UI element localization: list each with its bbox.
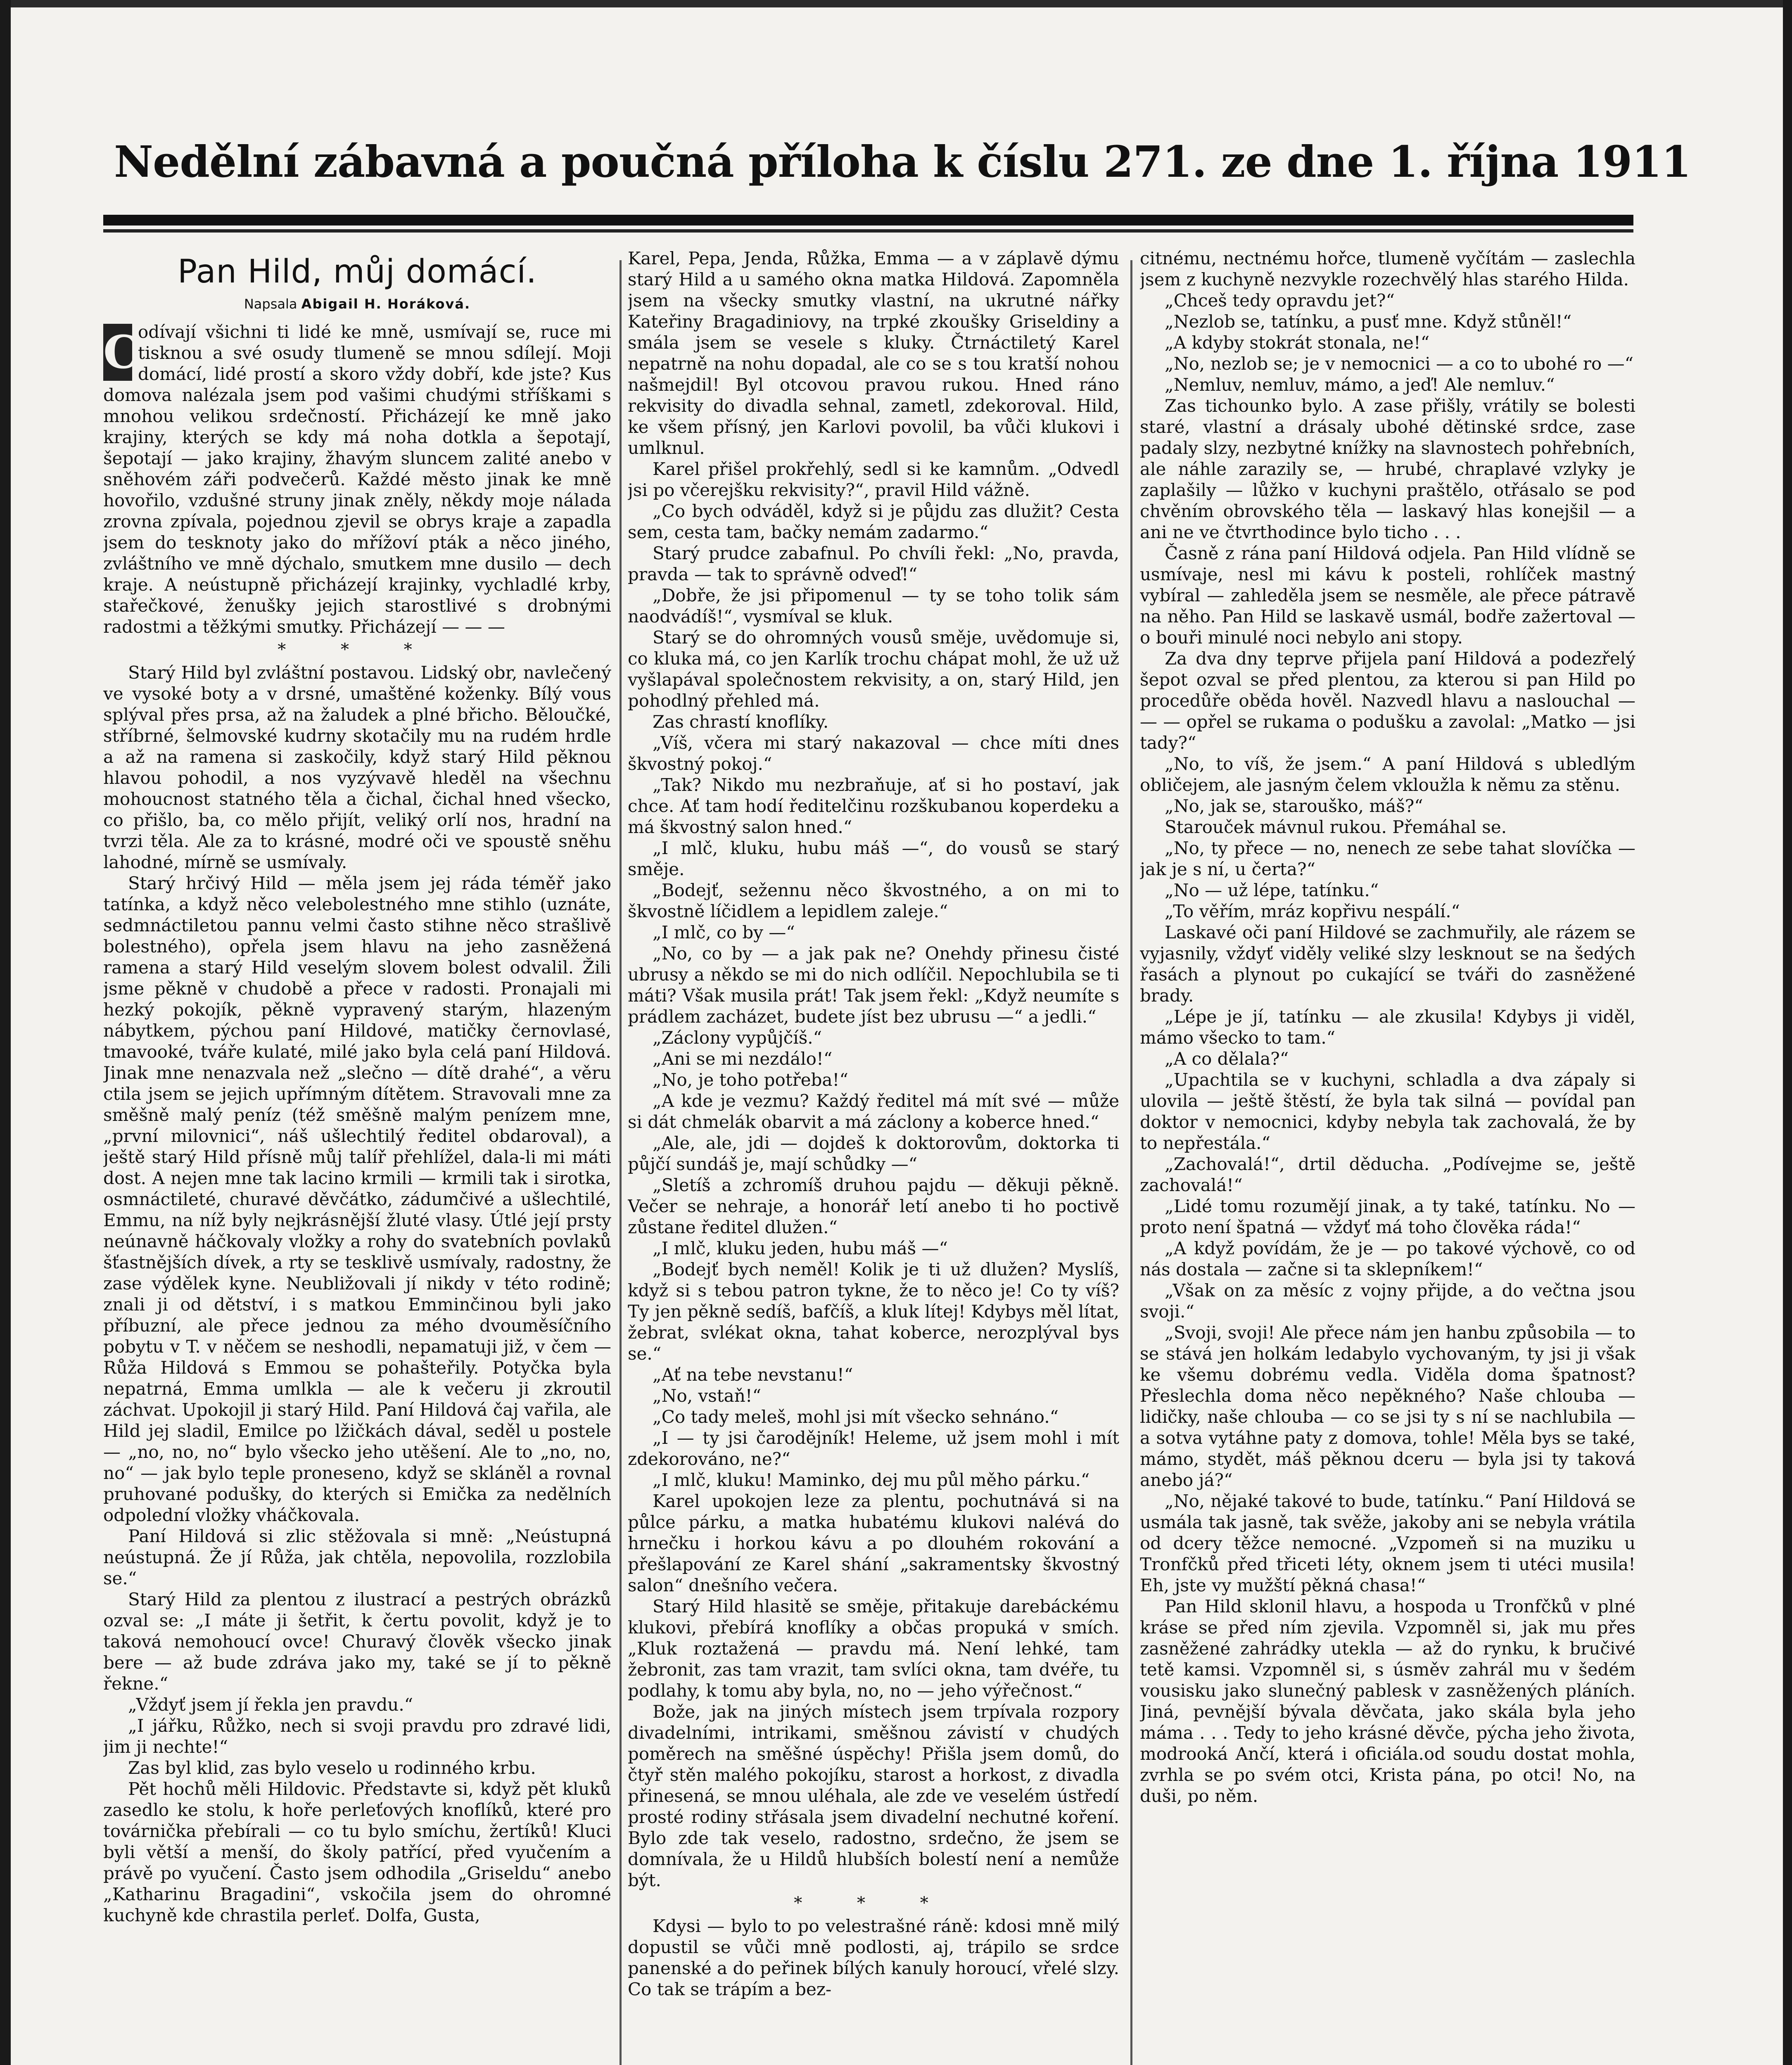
paragraph: „No, ty přece — no, nenech ze sebe tahat slovíčka — jak je s ní, u čerta?“ (1140, 838, 1635, 879)
paragraph: „I mlč, kluku jeden, hubu máš —“ (653, 1238, 948, 1258)
paragraph: Zas tichounko bylo. A zase přišly, vrátily se bolesti staré, vlastní a drásaly ubohé dětinské srdce, zase padaly slzy, nezbytné knížky na slavnostech pohřebních, ale náhle zarazily se, — hrubé, chraplavé vzlyky je zaplašily — lůžko v kuchyni praštělo, otřásalo se pod chvěním obrovského těla — laskavý hlas konejšil — a ani ne ve čtvrthodince bylo ticho . . . (1140, 396, 1635, 542)
paragraph: Karel přišel prokřehlý, sedl si ke kamnům. „Odvedl jsi po včerejšku rekvisity?“, pravil Hild vážně. (628, 459, 1119, 500)
paragraph: Kdysi — bylo to po velestrašné ráně: kdosi mně milý dopustil se vůči mně podlosti, aj, trápilo se srdce panenské a do peřinek bílých kanuly horoucí, vřelé slzy. Co tak se trápím a bez- (628, 1916, 1119, 1999)
supplement-header: Nedělní zábavná a poučná příloha k číslu 271. ze dne 1. října 1911 (114, 136, 1691, 187)
paragraph: „A co dělala?“ (1165, 1049, 1289, 1069)
paragraph: „Lidé tomu rozumějí jinak, a ty také, tatínku. No — proto není špatná — vždyť má toho člověka rádа!“ (1140, 1196, 1635, 1237)
column-1 (103, 248, 611, 2065)
paragraph: „Zachovalá!“, drtil děducha. „Podívejme se, ještě zachovalá!“ (1140, 1154, 1635, 1195)
paragraph: „Nemluv, nemluv, mámo, a jeď! Ale nemluv.“ (1165, 375, 1555, 395)
paragraph: „I mlč, kluku, hubu máš —“, do vousů se starý směje. (628, 838, 1119, 879)
paragraph: „Tak? Nikdo mu nezbraňuje, ať si ho postaví, jak chce. Ať tam hodí ředitelčinu rozškubanou koperdeku a má škvostný salon hned.“ (628, 775, 1119, 837)
paragraph: Starý prudce zabafnul. Po chvíli řekl: „No, pravda, pravda — tak to správně odveď!“ (628, 543, 1119, 584)
paragraph: „No — už lépe, tatínku.“ (1165, 880, 1379, 900)
paragraph: „Upachtila se v kuchyni, schladla a dva zápaly si ulovila — ještě štěstí, že byla tak silná — povídal pan doktor v nemocnici, kdyby nebyla tak zachovalá, že by to nepřestála.“ (1140, 1070, 1635, 1153)
paragraph: „I mlč, kluku! Maminko, dej mu půl měho párku.“ (653, 1470, 1090, 1490)
paragraph: Pět hochů měli Hildovic. Představte si, když pět kluků zasedlo ke stolu, k hoře perleťových knoflíků, které pro továrnička přebírali — co tu bylo smíchu, žertíků! Kluci byli větší a menší, do školy patřící, před vyučením a právě po vyučení. Často jsem odhodila „Griseldu“ anebo „Katharinu Bragadini“, vskočila jsem do ohromné kuchyně kde chrastila perleť. Dolfa, Gusta, (103, 1779, 611, 1925)
paragraph: „Ať na tebe nevstanu!“ (653, 1365, 853, 1385)
paragraph: „No, jak se, starouško, máš?“ (1165, 796, 1423, 816)
paragraph: „Však on za měsíc z vojny přijde, a do večtna jsou svoji.“ (1140, 1280, 1635, 1322)
paragraph: „No, nezlob se; je v nemocnici — a co to ubohé ro —“ (1165, 354, 1634, 374)
paragraph-text: odívají všichni ti lidé ke mně, usmívají se, ruce mi tisknou a své osudy tlumeně se mnou sdílejí. Moji domácí, lidé prostí a skoro vždy dobří, kde jste? Kus domova nalézala jsem pod vašimi chudými stříškami s mnohou velikou srdečností. Přicházejí ke mně jako krajiny, kterých se kdy má noha dotkla a šepotají, šepotají — jako krajiny, žhavým sluncem zalité anebo v sněhovém záři podvečerů. Každé město jinak ke mně hovořilo, vzdušné struny jinak zněly, někdy moje nálada zrovna zpívala, pojednou zjevil se obrys kraje a zapadla jsem do tesknoty jako do mřížoví pták a něco jiného, zvláštního ve mně dýchalo, smutkem mne dusilo — dech kraje. A neústupně přicházejí krajinky, vychladlé krby, stařečkové, ženušky jejich starostlivé s drobnými radostmi a těžkými smutky. Přicházejí — — — (103, 322, 611, 637)
header-rule-thin (103, 229, 1633, 233)
paragraph: „Lépe je jí, tatínku — ale zkusila! Kdybys ji viděl, mámo všecko to tam.“ (1140, 1006, 1635, 1048)
article-title: Pan Hild, můj domácí. (178, 253, 537, 290)
paragraph: „Chceš tedy opravdu jet?“ (1165, 290, 1395, 311)
paragraph: Zas byl klid, zas bylo veselo u rodinného krbu. (128, 1758, 536, 1778)
paragraph: „I — ty jsi čarodějník! Heleme, už jsem mohl i mít zdekorováno, ne?“ (628, 1428, 1119, 1469)
drop-cap-ornament: C (103, 324, 132, 381)
paragraph: „I mlč, co by —“ (653, 922, 795, 942)
article-author: Abigail H. Horáková. (301, 296, 471, 312)
paragraph: Pan Hild sklonil hlavu, a hospoda u Tronfčků v plné kráse se před ním zjevila. Vzpomněl si, jak mu přes zasněžené zahrádky utekla — až do rynku, k bručivé tetě kamsi. Vzpomněl si, s úsměv zahrál mu v šedém vousisku jako slunečný pablesk v zasněžených pláních. Jiná, pevnější bývala děvčata, jako skála byla jeho máma . . . Tedy to jeho krásné děvče, pýcha jeho života, modrooká Ančí, která i oficiála.od soudu dostat mohla, zvrhla se po svém otci, Krista pána, po otci! No, na duši, po něm. (1140, 1596, 1635, 1806)
paragraph: Laskavé oči paní Hildové se zachmuřily, ale rázem se vyjasnily, vždyť viděly veliké slzy lesknout se na šedých řasách a plynout po cukající se tváři do zasněžené brady. (1140, 922, 1635, 1006)
section-separator: * * * (278, 640, 437, 659)
column-divider (1130, 260, 1132, 2065)
paragraph: „Vždyť jsem jí řekla jen pravdu.“ (128, 1695, 413, 1715)
page-edge-right (1783, 0, 1792, 2065)
paragraph: Starý Hild hlasitě se směje, přitakuje darebáckému klukovi, přebírá knoflíky a občas propuká v smích. „Kluk roztažená — pravdu má. Není lehké, tam žebronit, zas tam vrazit, tam svlíci okna, tam dvéře, tu podlahy, k tomu aby byla, no, no — jeho výřečnost.“ (628, 1596, 1119, 1701)
paragraph: Starý Hild byl zvláštní postavou. Lidský obr, navlečený ve vysoké boty a v drsné, umaštěné koženky. Bílý vous splýval přes prsa, až na žaludek a plné břicho. Běloučké, stříbrné, šelmovské kudrny skotačily mu na rudém hrdle a až na ramena si zaskočily, když starý Hild pěknou hlavou pohodil, a nos vyzývavě hleděl na všechnu mohoucnost statného těla a čichal, čichal hned všecko, co přišlo, ba, co mělo přijít, veliký orlí nos, hradní na tvrzi těla. Ale za to krásné, modré oči ve spoustě sněhu lahodné, mírně se usmívaly. (103, 662, 611, 872)
paragraph: „Co tady meleš, mohl jsi mít všecko sehnáno.“ (653, 1407, 1059, 1427)
paragraph: „Sletíš a zchromíš druhou pajdu — děkuji pěkně. Večer se nehraje, a honorář letí anebo ti ho poctivě zůstane ředitel dlužen.“ (628, 1175, 1119, 1237)
page-edge-top (0, 0, 1792, 7)
paragraph: Za dva dny teprve přijela paní Hildová a podezřelý šepot ozval se před plentou, za kterou si pan Hild po procedůře oběda hověl. Nazvedl hlavu a naslouchal — — — opřel se rukama o podušku a zavolal: „Matko — jsi tady?“ (1140, 648, 1635, 753)
paragraph: Karel upokojen leze za plentu, pochutnává si na půlce párku, a matka hubatému klukovi nalévá do hrnečku i horkou kávu a po dlouhém rokování a přešlapování ze Karel shání „sakramentsky škvostný salon“ dnešního večera. (628, 1491, 1119, 1595)
paragraph: Karel, Pepa, Jenda, Růžka, Emma — a v záplavě dýmu starý Hild a u samého okna matka Hildová. Zapomněla jsem na všecky smutky vlastní, na ukrutné nářky Kateřiny Bragadiniovy, na trpké zkoušky Griseldiny a smála jsem se vesele s kluky. Čtrnáctiletý Karel nepatrně na nohu dopadal, ale co se s tou kratší nohou našmejdil! Byl otcovou pravou rukou. Hned ráno rekvisity do divadla sehnal, zametl, zdekoroval. Hild, ke všem přísný, jen Karlovi povolil, ba vůči klukovi i umlknul. (628, 248, 1119, 458)
paragraph: Zas chrastí knoflíky. (653, 712, 829, 732)
paragraph: „Co bych odváděl, když si je půjdu zas dlužit? Cesta sem, cesta tam, bačky nemám zadarmo.“ (628, 501, 1119, 542)
byline-prefix: Napsala (244, 296, 297, 312)
paragraph: Starý Hild za plentou z ilustrací a pestrých obrázků ozval se: „I máte ji šetřit, k čertu povolit, když je to taková nemohoucí ovce! Churavý člověk všecko jinak bere — až bude zdráva jako my, také se jí to pěkně řekne.“ (103, 1589, 611, 1694)
paragraph: „Záclony vypůjčíš.“ (653, 1028, 822, 1048)
article-byline (103, 295, 611, 313)
paragraph: „Ale, ale, jdi — dojdeš k doktorovům, doktorka ti půjčí sundáš je, mají schůdky —“ (628, 1133, 1119, 1174)
paragraph: „Dobře, že jsi připomenul — ty se toho tolik sám naodvádíš!“, vysmíval se kluk. (628, 585, 1119, 627)
column-2 (628, 248, 1119, 2065)
paragraph: „A kde je vezmu? Každý ředitel má mít své — může si dát chmelák obarvit a má záclony a koberce hned.“ (628, 1091, 1119, 1132)
paragraph: „No, vstaň!“ (653, 1386, 762, 1406)
paragraph: „Ani se mi nezdálo!“ (653, 1049, 833, 1069)
column-divider (619, 260, 622, 2065)
paragraph: „Bodejť bych neměl! Kolik je ti už dlužen? Myslíš, když si s tebou patron tykne, že to něco je! Co ty víš? Ty jen pěkně sedíš, bafčíš, a kluk lítej! Kdybys měl lítat, žebrat, svlékat okna, tahat koberce, nerozplýval bys se.“ (628, 1259, 1119, 1364)
paragraph: Starý hrčivý Hild — měla jsem jej ráda téměř jako tatínka, a když něco velebolestného mne stihlo (uznáte, sedmnáctiletou pannu velmi často stihne něco strašlivě bolestného), opřela jsem hlavu na jeho zasněžená ramena a starý Hild veselým slovem bolest odvalil. Žili jsme pěkně v chudobě a přece v radosti. Pronajali mi hezký pokojík, pěkně vypravený starým, hlazeným nábytkem, pýchou paní Hildové, matičky černovlasé, tmavooké, tváře kulaté, milé jako byla celá paní Hildová. Jinak mne nenazvala než „slečno — dítě drahé“, a věru ctila jsem se jejich upřímným dítětem. Stravovali mne za směšně malý peníz (též směšně malým penízem mne, „první milovnici“, náš ušlechtilý ředitel obdaroval), a ještě starý Hild přísně můj talíř přehlížel, dala-li mi máti dost. A nejen mne tak lacino krmili — krmili tak i sirotka, osmnáctileté, churavé děvčátko, zádumčivé a ušlechtilé, Emmu, na níž byly nejkrásnější žluté vlasy. Útlé její prsty neúnavně háčkovaly vložky a rohy do svatebních povlaků šťastnějších dívek, a rty se tesklivě usmívaly, radostny, že zase výdělek kyne. Neubližovali jí nikdy v této rodině; znali ji od dětství, i s matkou Emminčinou byli jako příbuzní, ale přece jednou za mého dvouměsíčního pobytu v T. v něčem se neshodli, nepamatuji již, v čem — Růža Hildová s Emmou se pohašteřily. Potyčka byla nepatrná, Emma umlkla — ale k večeru ji zkroutil záchvat. Upokojil ji starý Hild. Paní Hildová čaj vařila, ale Hild jej sladil, Emilce po lžičkách dával, seděl u postele — „no, no, no“ bylo všecko jeho utěšení. Ale to „no, no, no“ — jak bylo teple proneseno, když se skláněl a rovnal pruhované podušky, do kterých si Emička za nedělních odpolední vložky vháčkovala. (103, 873, 611, 1525)
paragraph: „A kdyby stokrát stonala, ne!“ (1165, 332, 1430, 353)
paragraph: Starý se do ohromných vousů směje, uvědomuje si, co kluka má, co jen Karlík trochu chápat mohl, že už už vyšlapával společnostem rekvisity, a on, starý Hild, jen pohodlný přehled má. (628, 627, 1119, 711)
paragraph: Bože, jak na jiných místech jsem trpívala rozpory divadelními, intrikami, směšnou závistí v chudých poměrech na směšné úspěchy! Přišla jsem domů, do čtyř stěn malého pokojíku, starost a horkost, z divadla přinesená, se mnou uléhala, ale zde ve veselém ústředí prosté rodiny střásala jsem divadelní nechutné koření. Bylo zde tak veselo, radostno, srdečno, že jsem se domnívala, že u Hildů hlubších bolestí není a nemůže být. (628, 1702, 1119, 1890)
paragraph: „No, to víš, že jsem.“ A paní Hildová s ubledlým obličejem, ale jasným čelem vkloužla k němu za stěnu. (1140, 754, 1635, 795)
paragraph: „To věřím, mráz kopřivu nespálí.“ (1165, 901, 1460, 921)
header-rule (103, 215, 1633, 225)
paragraph: „Svoji, svoji! Ale přece nám jen hanbu způsobila — to se stává jen holkám ledabylo vychovaným, ty jsi ji však ke všemu dobrému vedla. Viděla doma špatnost? Přeslechla doma něco nepěkného? Naše chlouba — lidičky, naše chlouba — co se jsi ty s ní se nachlubila — a sotva vytáhne paty z domova, tohle! Měla bys se také, mámo, stydět, máš pěknou dceru — byla jsi ty taková anebo já?“ (1140, 1322, 1635, 1490)
paragraph (103, 321, 611, 637)
paragraph: „Víš, včera mi starý nakazoval — chce míti dnes škvostný pokoj.“ (628, 733, 1119, 774)
section-separator: * * * (794, 1894, 953, 1913)
paragraph: Starouček mávnul rukou. Přemáhal se. (1165, 817, 1507, 837)
paragraph: „No, je toho potřeba!“ (653, 1070, 848, 1090)
paragraph: „I jářku, Růžko, nech si svoji pravdu pro zdravé lidi, jim ji nechte!“ (103, 1716, 611, 1757)
paragraph: „No, co by — a jak pak ne? Onehdy přinesu čisté ubrusy a někdo se mi do nich odlíčil. Nepochlubila se ti máti? Však musila prát! Tak jsem řekl: „Když neumíte s prádlem zacházet, budete jíst bez ubrusu —“ a jedli.“ (628, 943, 1119, 1027)
column-3 (1140, 248, 1635, 2065)
paragraph: „Nezlob se, tatínku, a pusť mne. Když stůněl!“ (1165, 311, 1572, 332)
paragraph: Časně z rána paní Hildová odjela. Pan Hild vlídně se usmívaje, nesl mi kávu k posteli, rohlíček mastný vybíral — zahleděla jsem se nesměle, ale přece pátravě na něho. Pan Hild se laskavě usmál, bodře zažertoval — o bouři minulé noci nebylo ani stopy. (1140, 543, 1635, 648)
paragraph: „No, nějaké takové to bude, tatínku.“ Paní Hildová se usmála tak jasně, tak svěže, jakoby ani se nebyla vrátila od dcery těžce nemocné. „Vzpomeň si na muziku u Tronfčků před třiceti léty, oknem jsem ti utéci musila! Eh, jste vy mužští pěkná chasa!“ (1140, 1491, 1635, 1595)
paragraph: „A když povídám, že je — po takové výchově, co od nás dostala — začne si ta sklepníkem!“ (1140, 1238, 1635, 1279)
paragraph: Paní Hildová si zlic stěžovala si mně: „Neústupná neústupná. Že jí Růža, jak chtěla, nepovolila, rozzlobila se.“ (103, 1526, 611, 1588)
page-edge-left (0, 0, 11, 2065)
paragraph: „Bodejť, sežennu něco škvostného, a on mi to škvostně líčidlem a lepidlem zaleje.“ (628, 880, 1119, 921)
paragraph: citnému, nectnému hořce, tlumeně vyčítám — zaslechla jsem z kuchyně nezvykle rozechvělý hlas starého Hilda. (1140, 248, 1635, 290)
